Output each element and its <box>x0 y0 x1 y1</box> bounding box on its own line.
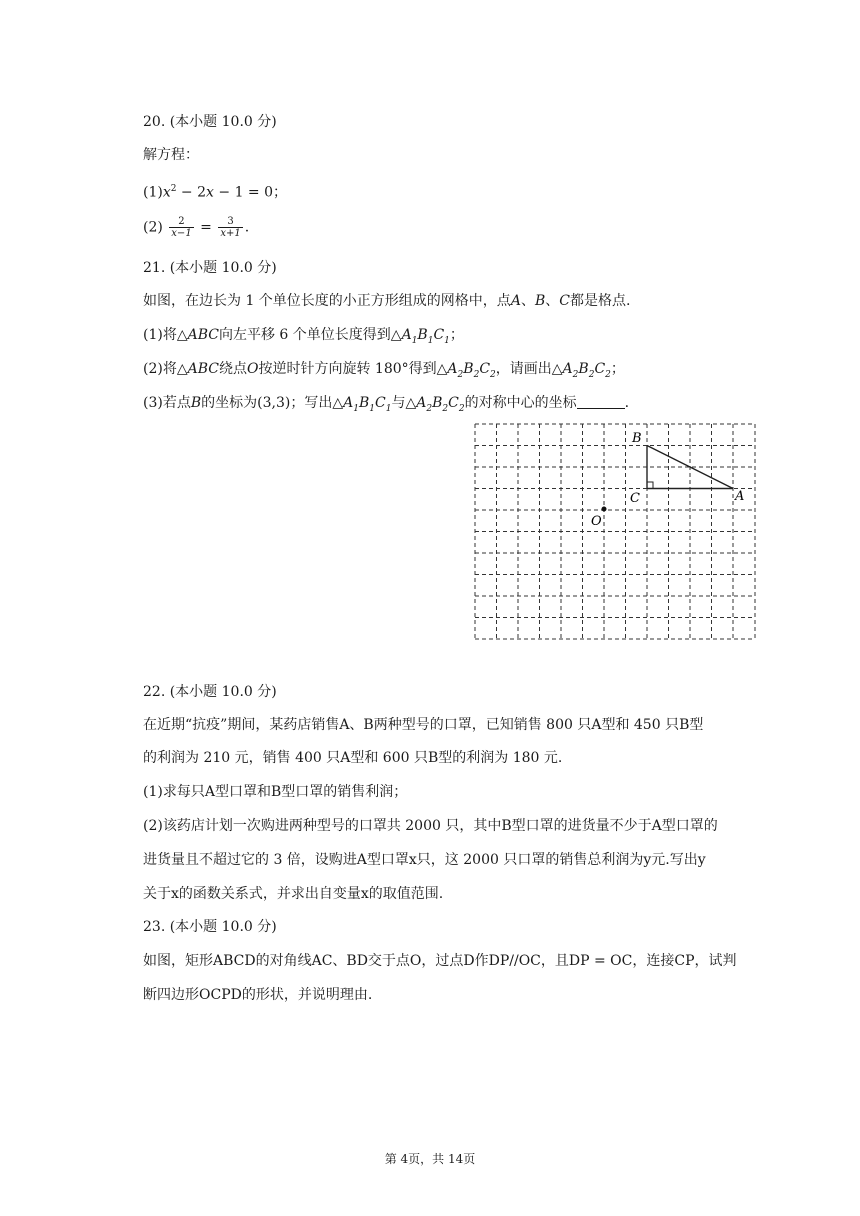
q20-header: 20. (本小题 10.0 分) <box>143 114 277 130</box>
point-o <box>602 507 607 512</box>
label-o: O <box>591 514 602 529</box>
q22-header: 22. (本小题 10.0 分) <box>143 684 277 700</box>
q22-part2-line3: 关于x的函数关系式，并求出自变量x的取值范围. <box>143 886 444 902</box>
label-a: A <box>735 489 745 504</box>
q20-part1: $(1)x^2 - 2x - 1 = 0$； <box>143 184 288 201</box>
grid-figure <box>470 420 760 644</box>
label-c: C <box>630 491 640 506</box>
q21-header: 21. (本小题 10.0 分) <box>143 260 277 276</box>
page-footer: 第 4页，共 14页 <box>384 1152 476 1166</box>
q21-part1: (1)将△ABC向左平移 6 个单位长度得到$\triangle A_1B_1C_1$； <box>143 327 464 346</box>
q23-line2: 断四边形OCPD的形状，并说明理由. <box>143 987 373 1003</box>
q21-part2: (2)将△ABC绕点O按逆时针方向旋转 180°得到$\triangle A_2B_2C_2$，请画出$\triangle A_2B_2C_2$； <box>143 361 625 380</box>
q21-intro: 如图，在边长为 1 个单位长度的小正方形组成的网格中，点A、B、C都是格点. <box>143 293 631 309</box>
dashed-grid <box>475 424 755 639</box>
answer-blank <box>577 394 625 409</box>
fraction-right: $\frac{3}{x+1}$ <box>220 216 241 239</box>
fraction-left: $\frac{2}{x-1}$ <box>171 216 192 239</box>
q23-line1: 如图，矩形ABCD的对角线AC、BD交于点O，过点D作DP//OC，且DP = OC，连接CP，试判 <box>143 953 737 969</box>
label-b: B <box>632 431 642 446</box>
q23-header: 23. (本小题 10.0 分) <box>143 919 277 935</box>
q22-part2-line1: (2)该药店计划一次购进两种型号的口罩共 2000 只，其中B型口罩的进货量不少于A型口罩的 <box>143 818 718 834</box>
q22-part2-line2: 进货量且不超过它的 3 倍，设购进A型口罩x只，这 2000 只口罩的销售总利润为y元.写出y <box>143 852 706 868</box>
q21-part3: (3)若点B的坐标为(3,3)；写出$\triangle A_1B_1C_1$与$\triangle A_2B_2C_2$的对称中心的坐标 . <box>143 395 630 414</box>
q20-part2: (2) $\frac{2}{x-1}$ = $\frac{3}{x+1}$ . <box>143 216 250 239</box>
q22-part1: (1)求每只A型口罩和B型口罩的销售利润； <box>143 784 408 800</box>
q20-instruction: 解方程： <box>143 147 199 163</box>
q22-line1: 在近期“抗疫”期间，某药店销售A、B两种型号的口罩，已知销售 800 只A型和 450 只B型 <box>143 717 704 733</box>
right-angle-mark <box>647 482 653 489</box>
q22-line2: 的利润为 210 元，销售 400 只A型和 600 只B型的利润为 180 元. <box>143 750 563 766</box>
